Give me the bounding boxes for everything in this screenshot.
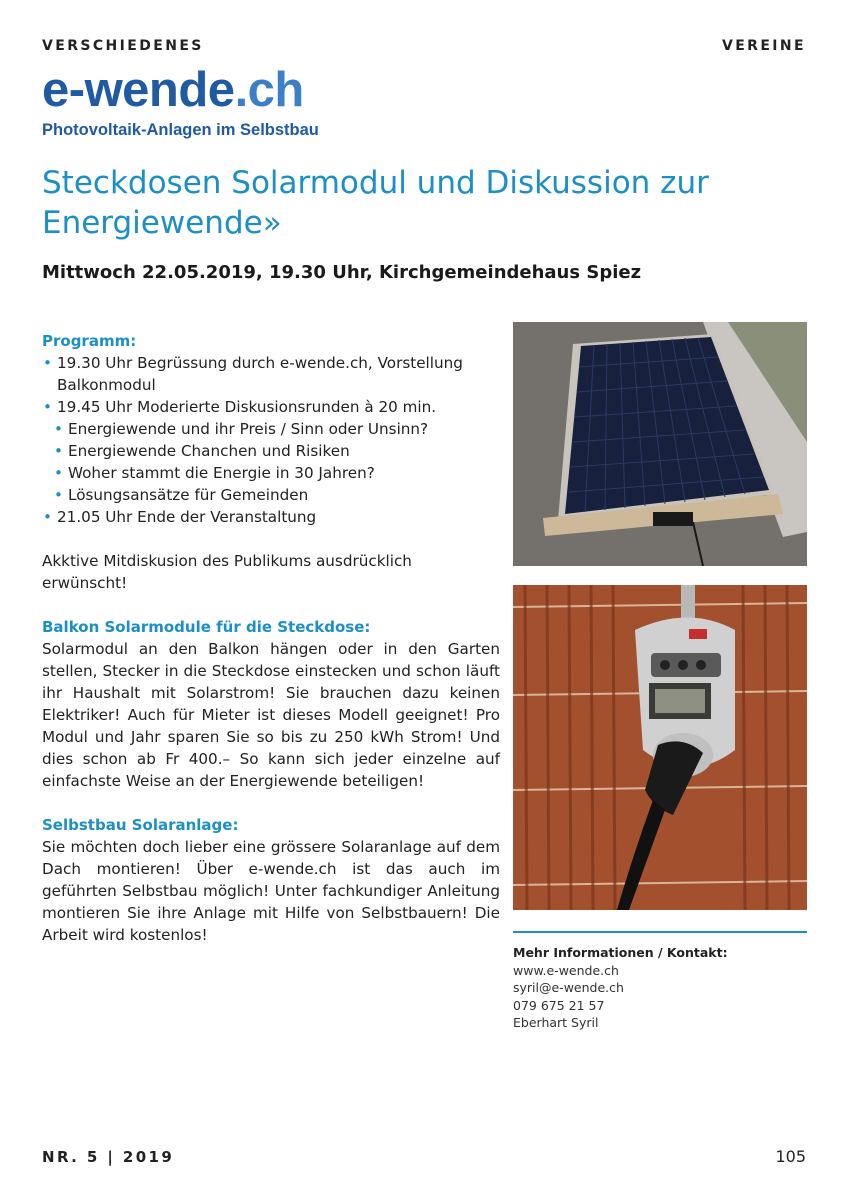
- section-label-right: VEREINE: [721, 38, 806, 54]
- list-item: • Energiewende und ihr Preis / Sinn oder Unsinn?: [42, 418, 500, 440]
- selbstbau-text: Sie möchten doch lieber eine grössere Solaranlage auf dem Dach montieren! Über e-wende.ch ist das auch im geführten Selbstbau möglich! Unter fachkundiger Anleitung montieren Sie ihre Anlage mit Hilfe von Selbstbauern! Die Arbeit wird kostenlos!: [42, 838, 500, 944]
- programm-list: [42, 352, 500, 528]
- list-item: • Lösungsansätze für Gemeinden: [42, 484, 500, 506]
- audience-note: Akktive Mitdiskusion des Publikums ausdrücklich erwünscht!: [42, 552, 412, 592]
- power-meter-plug-photo: [513, 585, 807, 910]
- balkon-text: Solarmodul an den Balkon hängen oder in den Garten stellen, Stecker in die Steckdose einstecken und schon läuft ihr Haushalt mit Solarstrom! Sie brauchen dazu keinen Elektriker! Auch für Mieter ist dieses Modell geeignet! Pro Modul und Jahr sparen Sie so bis zu 250 kWh Strom! Und dies schon ab Fr 400.– So kann sich jeder einzelne auf einfachste Weise an der Energiewende beteiligen!: [42, 640, 500, 790]
- balkon-heading: Balkon Solarmodule für die Steckdose:: [42, 618, 371, 636]
- contact-box: [513, 944, 807, 1032]
- page-number: 105: [775, 1147, 806, 1166]
- programm-heading: Programm:: [42, 332, 137, 350]
- contact-phone: 079 675 21 57: [513, 997, 605, 1013]
- contact-heading: Mehr Informationen / Kontakt:: [513, 945, 728, 960]
- list-item: • Woher stammt die Energie in 30 Jahren?: [42, 462, 500, 484]
- list-item: • 21.05 Uhr Ende der Veranstaltung: [42, 506, 500, 528]
- contact-email[interactable]: syril@e-wende.ch: [513, 980, 624, 995]
- logo: [42, 63, 304, 117]
- section-label-left: VERSCHIEDENES: [42, 38, 204, 54]
- list-item: • Energiewende Chanchen und Risiken: [42, 440, 500, 462]
- logo-suffix: .ch: [234, 63, 304, 117]
- logo-tagline: Photovoltaik-Anlagen im Selbstbau: [42, 121, 319, 139]
- article-body: [42, 330, 500, 946]
- contact-name: Eberhart Syril: [513, 1015, 599, 1030]
- solar-panel-photo: [513, 322, 807, 566]
- event-date-location: Mittwoch 22.05.2019, 19.30 Uhr, Kirchgemeindehaus Spiez: [42, 262, 642, 283]
- list-item: • 19.45 Uhr Moderierte Diskusionsrunden à 20 min.: [42, 396, 500, 418]
- list-item: • 19.30 Uhr Begrüssung durch e-wende.ch, Vorstellung Balkonmodul: [42, 352, 500, 396]
- contact-website[interactable]: www.e-wende.ch: [513, 962, 619, 978]
- selbstbau-heading: Selbstbau Solaranlage:: [42, 816, 239, 834]
- article-title: Steckdosen Solarmodul und Diskussion zur Energiewende»: [42, 165, 709, 241]
- issue-number: NR. 5 | 2019: [42, 1148, 175, 1166]
- info-divider: [513, 931, 807, 933]
- logo-word: e-wende: [42, 63, 235, 117]
